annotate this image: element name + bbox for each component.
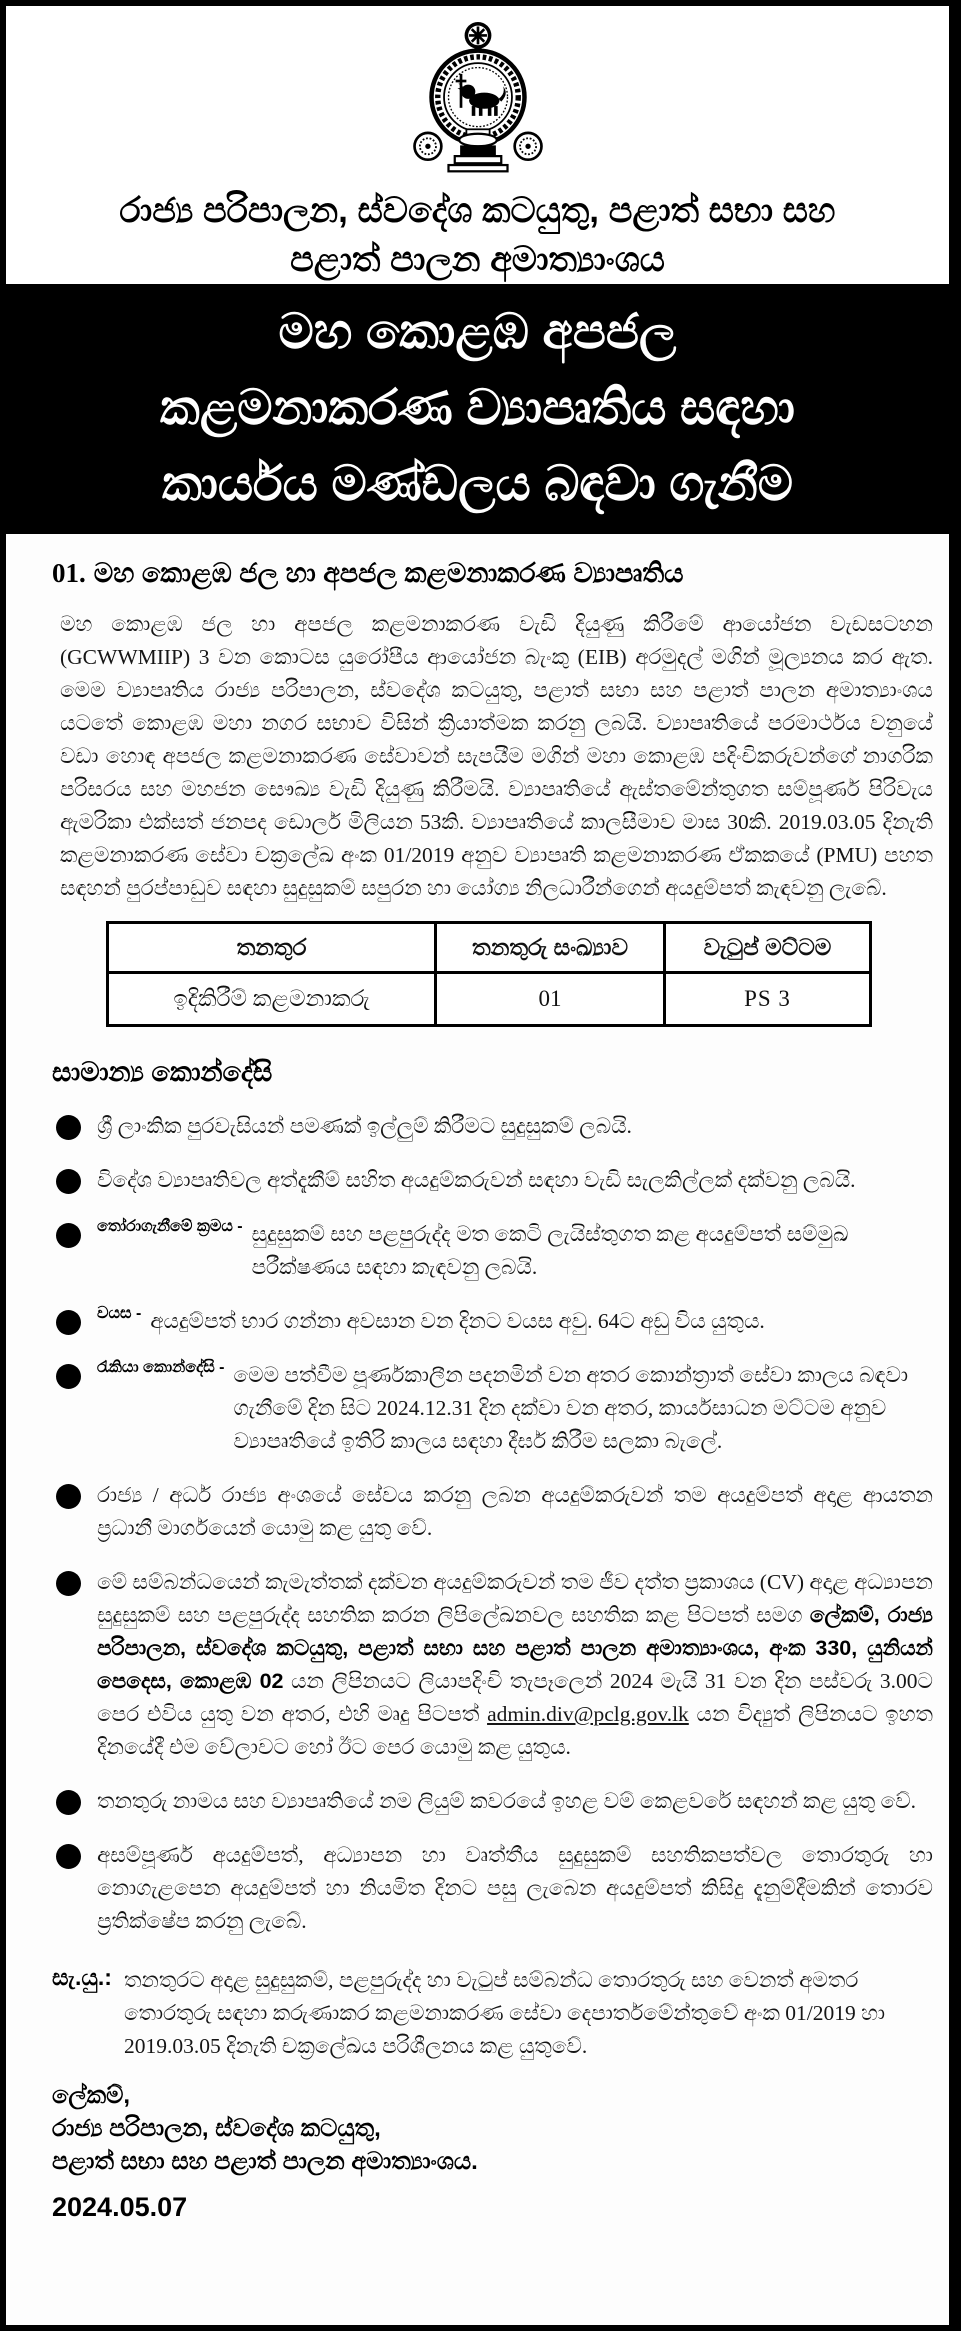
note-block — [52, 1964, 933, 2063]
ministry-name — [6, 186, 949, 284]
note-label: සැ.යු.: — [52, 1964, 112, 1990]
column-header-count: තනතුරු සංඛ්‍යාව — [436, 923, 665, 973]
section-heading — [52, 558, 933, 590]
signature-block — [52, 2079, 933, 2178]
list-item — [52, 1479, 933, 1545]
count-cell: 01 — [436, 973, 665, 1026]
condition-text: මෙම පත්වීම පූර්ණකාලීන පදනමින් වන අතර කොන්ත්‍රාත් සේවා කාලය බඳවා ගැනීමේ දින සිට 2024.12.31 දින දක්වා වන අතර, කාර්යසාධන මට්ටම අනුව ව්‍යාපෘතියේ ඉතිරි කාලය සඳහා දීර්ඝ කිරීම සලකා බැලේ. — [233, 1363, 909, 1453]
signatory-ministry-line2: පළාත් සභා සහ පළාත් පාලන අමාත්‍යාංශය. — [52, 2148, 478, 2175]
bullet-icon — [56, 1223, 81, 1248]
vacancy-table — [106, 921, 872, 1027]
sri-lanka-emblem-icon — [402, 18, 554, 178]
conditions-heading: සාමාන්‍ය කොන්දේසි — [52, 1057, 273, 1087]
instruction-text-mid: යන ලිපිනයට ලියාපදිංචි තැපෑලෙන් 2024 මැයි 31 වන දින පස්වරු 3.00ට පෙර එවිය යුතු වන අතර, එහි මෘදු පිටපත් — [97, 1669, 934, 1726]
section-number: 01. — [52, 558, 86, 588]
condition-label: වයස - — [97, 1305, 142, 1322]
document-header — [6, 6, 949, 284]
bullet-icon — [56, 1571, 81, 1596]
list-item — [52, 1164, 933, 1197]
bullet-icon — [56, 1310, 81, 1335]
bullet-icon — [56, 1169, 81, 1194]
post-cell: ඉදිකිරීම් කළමනාකරු — [108, 973, 436, 1026]
bullet-icon — [56, 1844, 81, 1869]
condition-label: තෝරාගැනීමේ ක්‍රමය - — [97, 1218, 243, 1235]
list-item — [52, 1110, 933, 1143]
condition-text: ශ්‍රී ලාංකික පුරවැසියන් පමණක් ඉල්ලුම් කිරීමට සුදුසුකම් ලබයි. — [97, 1114, 632, 1138]
project-description: මහ කොළඹ ජල හා අපජල කළමනාකරණ වැඩි දියුණු කිරීමේ ආයෝජන වැඩසටහන (GCWWMIIP) 3 වන කොටස යුරෝපීය ආයෝජන බැංකු (EIB) අරමුදල් මගින් මූල්‍යනය කර ඇත. මෙම ව්‍යාපෘතිය රාජ්‍ය පරිපාලන, ස්වදේශ කටයුතු, පළාත් සභා සහ පළාත් පාලන අමාත්‍යාංශය යටතේ කොළඹ මහා නගර සභාව විසින් ක්‍රියාත්මක කරනු ලබයි. ව්‍යාපෘතියේ පරමාර්ථය වනුයේ වඩා හොඳ අපජල කළමනාකරණ සේවාවන් සැපයීම මගින් මහා කොළඹ පදිංචිකරුවන්ගේ නාගරික පරිසරය සහ මහජන සෞඛ්‍ය වැඩි දියුණු කිරීමයි. ව්‍යාපෘතියේ ඇස්තමේන්තුගත සම්පූර්ණ පිරිවැය ඇමරිකා එක්සත් ජනපද ඩොලර් මිලියන 53කි. ව්‍යාපෘතියේ කාලසීමාව මාස 30කි. 2019.03.05 දිනැති කළමනාකරණ සේවා චක්‍රලේඛ අංක 01/2019 අනුව ව්‍යාපෘති කළමනාකරණ ඒකකයේ (PMU) පහත සඳහන් පුරප්පාඩුව සඳහා සුදුසුකම් සපුරන හා යෝග්‍ය නිලධාරීන්ගෙන් අයදුම්පත් කැඳවනු ලැබේ. — [60, 612, 933, 900]
condition-text: විදේශ ව්‍යාපෘතිවල අත්දැකීම් සහිත අයදුම්කරුවන් සඳහා වැඩි සැලකිල්ලක් දක්වනු ලබයි. — [97, 1168, 856, 1192]
salary-cell: PS 3 — [664, 973, 870, 1026]
bullet-icon — [56, 1790, 81, 1815]
note-text: තනතුරට අදාළ සුදුසුකම්, පළපුරුද්ද හා වැටුප් සම්බන්ධ තොරතුරු සහ වෙනත් අමතර තොරතුරු සඳහා කරුණාකර කළමනාකරණ සේවා දෙපාර්තමේන්තුවේ අංක 01/2019 හා 2019.03.05 දිනැති චක්‍රලේඛය පරිශීලනය කළ යුතුවේ. — [123, 1968, 886, 2058]
banner-line3: කාර්යය මණ්ඩලය බඳවා ගැනීම — [161, 457, 794, 511]
publication-date: 2024.05.07 — [52, 2192, 188, 2222]
bullet-icon — [56, 1364, 81, 1389]
national-emblem — [6, 18, 949, 178]
list-item — [52, 1305, 933, 1338]
section-title: මහ කොළඹ ජල හා අපජල කළමනාකරණ ව්‍යාපෘතිය — [93, 558, 684, 588]
table-row — [108, 973, 871, 1026]
signatory-ministry-line1: රාජ්‍ය පරිපාලන, ස්වදේශ කටයුතු, — [52, 2115, 381, 2142]
bullet-icon — [56, 1484, 81, 1509]
list-item — [52, 1785, 933, 1818]
condition-text: අසම්පූර්ණ අයදුම්පත්, අධ්‍යාපන හා වෘත්තීය සුදුසුකම් සහතිකපත්වල තොරතුරු හා නොගැළපෙන අයදුම්පත් හා නියමිත දිනට පසු ලැබෙන අයදුම්පත් කිසිදු දැනුම්දීමකින් තොරව ප්‍රතික්ෂේප කරනු ලැබේ. — [97, 1843, 933, 1933]
instruction-text-start: මේ සම්බන්ධයෙන් කැමැත්තක් දක්වන අයදුම්කරුවන් තම ජීව දත්ත ප්‍රකාශය (CV) අදාළ අධ්‍යාපන සුදුසුකම් සහ පළපුරුද්ද සහතික කරන ලිපිලේඛනවල සහතික කළ පිටපත් සමග — [97, 1570, 933, 1627]
condition-text: තනතුරු නාමය සහ ව්‍යාපෘතියේ නම ලියුම් කවරයේ ඉහළ වම් කෙළවරේ සඳහන් කළ යුතු වේ. — [97, 1789, 917, 1813]
postal-address: ලේකම්, රාජ්‍ය පරිපාලන, ස්වදේශ කටයුතු, පළාත් සභා සහ පළාත් පාලන අමාත්‍යාංශය, අංක 330, යුනියන් පෙදෙස, කොළඹ 02 — [97, 1603, 933, 1693]
list-item — [52, 1359, 933, 1458]
list-item — [52, 1218, 933, 1284]
list-item — [52, 1566, 933, 1764]
email-address: admin.div@pclg.gov.lk — [487, 1702, 689, 1726]
ministry-name-line2: පළාත් පාලන අමාත්‍යාංශය — [290, 240, 665, 279]
condition-text: රාජ්‍ය / අර්ධ රාජ්‍ය අංශයේ සේවය කරනු ලබන අයදුම්කරුවන් තම අයදුම්පත් අදාළ ආයතන ප්‍රධානී මාර්ගයෙන් යොමු කළ යුතු වේ. — [97, 1483, 933, 1540]
title-banner — [6, 284, 949, 534]
instruction-text-end: යන විද්‍යුත් ලිපිනයට ඉහත දිනයේදී එම වේලාවට හෝ ඊට පෙර යොමු කළ යුතුය. — [97, 1702, 933, 1759]
signatory-title: ලේකම්, — [52, 2082, 131, 2109]
document-body — [6, 558, 949, 2223]
ministry-name-line1: රාජ්‍ය පරිපාලන, ස්වදේශ කටයුතු, පළාත් සභා සහ — [119, 191, 836, 230]
condition-text: සුදුසුකම් සහ පළපුරුද්ද මත කෙටි ලැයිස්තුගත කළ අයදුම්පත් සම්මුඛ පරීක්ෂණය සඳහා කැඳවනු ලබයි. — [251, 1222, 849, 1279]
list-item — [52, 1839, 933, 1938]
condition-label: රැකියා කොන්දේසි - — [97, 1359, 225, 1376]
application-instructions — [97, 1566, 933, 1764]
column-header-salary: වැටුප් මට්ටම — [664, 923, 870, 973]
bullet-icon — [56, 1115, 81, 1140]
table-header-row — [108, 923, 871, 973]
banner-line2: කළමනාකරණ ව්‍යාපෘතිය සඳහා — [160, 381, 795, 435]
condition-text: අයදුම්පත් භාර ගන්නා අවසාන වන දිනට වයස අවු. 64ට අඩු විය යුතුය. — [150, 1309, 765, 1333]
banner-line1: මහ කොළඹ අපජල — [278, 305, 677, 359]
column-header-post: තනතුර — [108, 923, 436, 973]
